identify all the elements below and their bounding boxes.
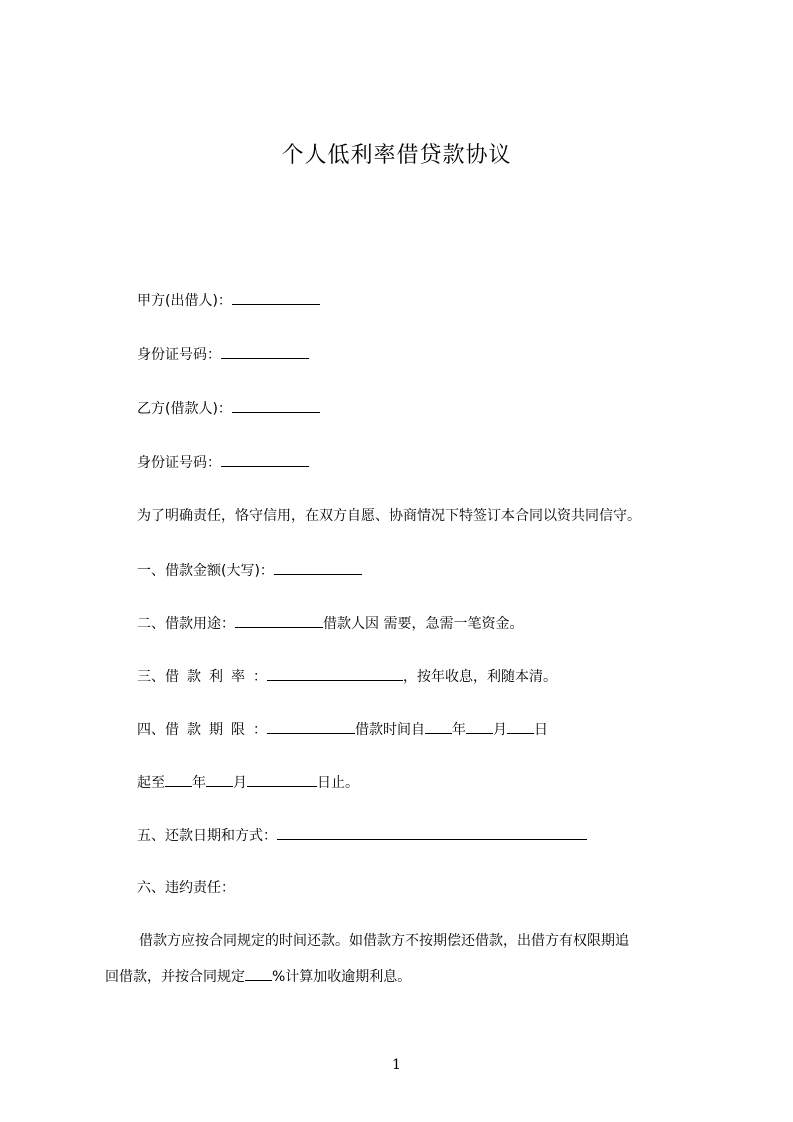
clause-2-suffix: 借款人因 需要，急需一笔资金。 (323, 616, 524, 632)
clause-4-continuation (137, 772, 359, 793)
breach-line-1: 借款方应按合同规定的时间还款。如借款方不按期偿还借款，出借方有权限期追 (139, 933, 629, 949)
clause-3-colon: ： (253, 669, 267, 685)
clause-3-label: 借款利率 (165, 669, 253, 685)
clause-4-mid: 借款时间自 (355, 722, 425, 738)
clause-4-blank (267, 719, 355, 734)
clause-2-label: 二、借款用途： (137, 616, 235, 632)
clause-4-cont-day-blank (247, 772, 317, 787)
party-a-line (137, 290, 320, 311)
clause-3-suffix: ，按年收息，利随本清。 (403, 669, 557, 685)
party-b-id-label: 身份证号码： (137, 455, 221, 471)
clause-4-month: 月 (493, 722, 507, 738)
clause-4-term (137, 719, 548, 740)
party-b-id-blank (221, 452, 309, 467)
breach-line-2-end: %计算加收逾期利息。 (272, 969, 412, 985)
clause-4-colon: ： (253, 722, 267, 738)
clause-3-rate (137, 666, 557, 687)
clause-4-cont-month: 月 (233, 775, 247, 791)
clause-5-label: 五、还款日期和方式： (137, 828, 277, 844)
clause-4-year: 年 (452, 722, 466, 738)
preamble: 为了明确责任，恪守信用，在双方自愿、协商情况下特签订本合同以资共同信守。 (137, 508, 641, 524)
clause-4-day: 日 (534, 722, 548, 738)
party-b-id-line (137, 452, 309, 473)
breach-paragraph (105, 931, 705, 987)
breach-line-2-start: 回借款，并按合同规定 (105, 969, 245, 985)
document-title: 个人低利率借贷款协议 (281, 143, 512, 168)
clause-3-prefix: 三、 (137, 669, 165, 685)
party-b-line (137, 398, 320, 419)
clause-5-blank (277, 825, 587, 840)
party-a-blank (232, 290, 320, 305)
clause-4-cont-month-blank (206, 772, 233, 787)
party-b-blank (232, 398, 320, 413)
party-b-label: 乙方(借款人)： (137, 401, 232, 417)
clause-4-label: 借款期限 (165, 722, 253, 738)
clause-4-cont-year-blank (165, 772, 192, 787)
clause-1-amount (137, 560, 362, 581)
clause-4-cont-end: 日止。 (317, 775, 359, 791)
clause-2-purpose (137, 613, 523, 634)
clause-1-blank (274, 560, 362, 575)
clause-4-cont-year: 年 (192, 775, 206, 791)
page-number: 1 (392, 1057, 401, 1073)
party-a-label: 甲方(出借人)： (137, 293, 232, 309)
clause-6-breach-heading: 六、违约责任： (137, 880, 235, 896)
clause-4-cont-start: 起至 (137, 775, 165, 791)
clause-4-year-blank (425, 719, 452, 734)
party-a-id-blank (221, 344, 309, 359)
party-a-id-label: 身份证号码： (137, 347, 221, 363)
clause-3-blank (267, 666, 403, 681)
clause-4-month-blank (466, 719, 493, 734)
breach-percent-blank (245, 966, 272, 981)
breach-line-2 (105, 966, 705, 987)
clause-4-day-blank (507, 719, 534, 734)
party-a-id-line (137, 344, 309, 365)
clause-5-repayment (137, 825, 587, 846)
clause-2-blank (235, 613, 323, 628)
clause-1-label: 一、借款金额(大写)： (137, 563, 274, 579)
clause-4-prefix: 四、 (137, 722, 165, 738)
